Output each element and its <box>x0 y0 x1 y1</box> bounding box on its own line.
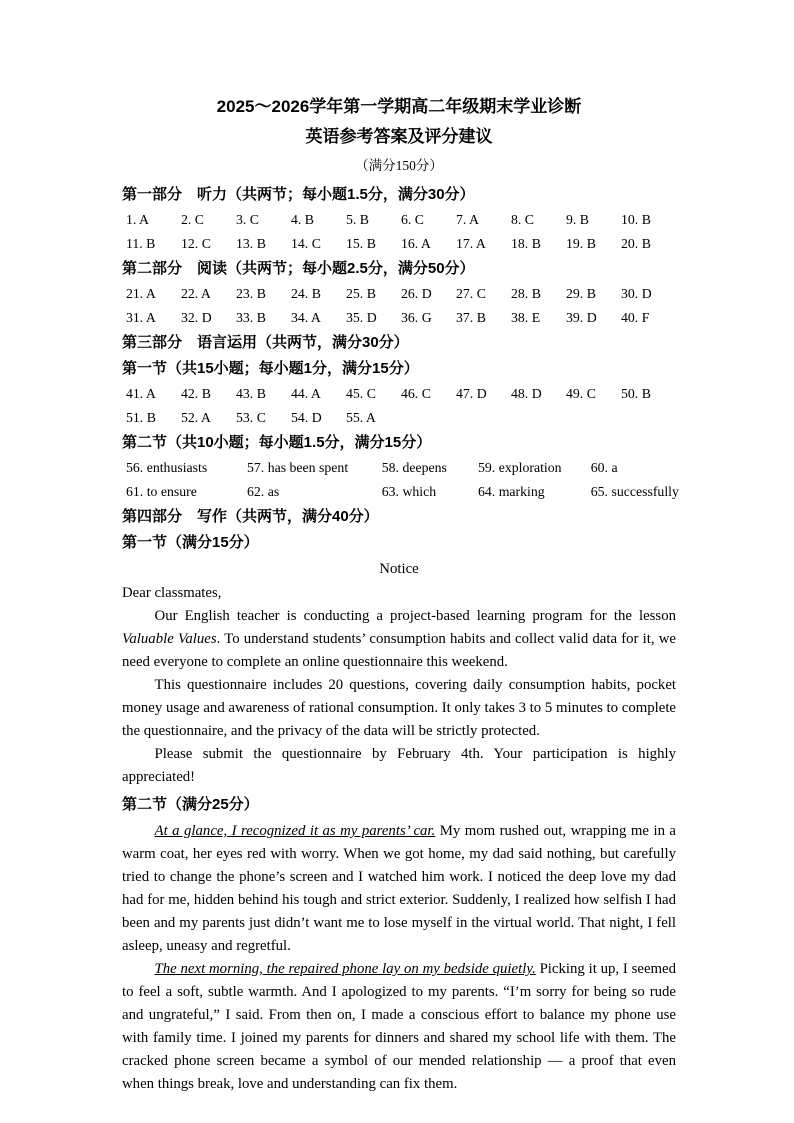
answer-item: 24. B <box>291 286 321 301</box>
part4-section1-heading: 第一节（满分15分） <box>122 534 259 551</box>
notice-paragraph-1-text-post: . To understand students’ consumption habits and collect valid data for it, we need everyone to complete an online questionnaire this weekend. <box>122 631 676 670</box>
essay-paragraph-1 <box>122 820 676 958</box>
answer-item: 2. C <box>181 212 204 227</box>
answer-item: 8. C <box>511 212 534 227</box>
essay-lead-sentence-1: At a glance, I recognized it as my parents’ car. <box>154 823 436 839</box>
document-title-line1: 2025～2026学年第一学期高二年级期末学业诊断 <box>216 97 582 116</box>
answer-item: 39. D <box>566 310 597 325</box>
answer-item: 14. C <box>291 236 321 251</box>
answer-item: 16. A <box>401 236 431 251</box>
answer-item: 22. A <box>181 286 211 301</box>
part4-section2-heading: 第二节（满分25分） <box>122 796 259 813</box>
answer-item: 53. C <box>236 410 266 425</box>
answer-item: 20. B <box>621 236 651 251</box>
answer-item: 40. F <box>621 310 650 325</box>
answer-item: 13. B <box>236 236 266 251</box>
answer-item: 15. B <box>346 236 376 251</box>
answer-item: 47. D <box>456 386 487 401</box>
answer-item: 35. D <box>346 310 377 325</box>
grammar-fill-answer-grid <box>122 456 679 504</box>
part2-heading: 第二部分 阅读（共两节；每小题2.5分，满分50分） <box>122 260 475 277</box>
answer-item: 32. D <box>181 310 212 325</box>
essay-paragraph-2 <box>122 958 676 1096</box>
answer-item: 36. G <box>401 310 432 325</box>
answer-item: 27. C <box>456 286 486 301</box>
part4-heading: 第四部分 写作（共两节，满分40分） <box>122 508 379 525</box>
answer-item: 6. C <box>401 212 424 227</box>
notice-paragraph-3: Please submit the questionnaire by February 4th. Your participation is highly appreciated! <box>122 746 676 785</box>
listening-answer-grid <box>122 208 676 256</box>
notice-paragraph-2: This questionnaire includes 20 questions, covering daily consumption habits, pocket money usage and awareness of rational consumption. It only takes 3 to 5 minutes to complete the questionnaire, and the privacy of the data will be strictly protected. <box>122 677 676 739</box>
answer-item: 59. exploration <box>478 460 562 475</box>
answer-item: 21. A <box>126 286 156 301</box>
essay-paragraph-1-text: My mom rushed out, wrapping me in a warm coat, her eyes red with worry. When we got home, my dad said nothing, but carefully tried to change the phone’s screen and I watched him work. I noticed the deep love my dad had for me, hidden behind his tough and strict exterior. Suddenly, I realized how selfish I had been and my parents just didn’t want me to lose myself in the virtual world. That night, I fell asleep, uneasy and regretful. <box>122 823 676 954</box>
answer-item: 57. has been spent <box>247 460 349 475</box>
answer-item: 49. C <box>566 386 596 401</box>
answer-item: 42. B <box>181 386 211 401</box>
answer-item: 9. B <box>566 212 589 227</box>
reading-answer-grid <box>122 282 676 330</box>
answer-item: 62. as <box>247 484 280 499</box>
answer-item: 1. A <box>126 212 149 227</box>
answer-item: 51. B <box>126 410 156 425</box>
notice-title: Notice <box>379 561 419 577</box>
answer-item: 55. A <box>346 410 376 425</box>
essay-paragraph-2-text: Picking it up, I seemed to feel a soft, subtle warmth. And I apologized to my parents. “I’m sorry for being so rude and ungrateful,” I said. From then on, I made a conscious effort to balance my phone use with family time. I joined my parents for dinners and shared my school life with them. The cracked phone screen became a symbol of our mended relationship — a proof that even when things break, love and understanding can fix them. <box>122 961 676 1092</box>
answer-item: 5. B <box>346 212 369 227</box>
answer-item: 33. B <box>236 310 266 325</box>
answer-item: 38. E <box>511 310 541 325</box>
part3-section2-heading: 第二节（共10小题；每小题1.5分，满分15分） <box>122 434 432 451</box>
answer-item: 44. A <box>291 386 321 401</box>
answer-item: 29. B <box>566 286 596 301</box>
answer-item: 34. A <box>291 310 321 325</box>
answer-item: 37. B <box>456 310 486 325</box>
cloze-answer-grid <box>122 382 676 430</box>
answer-item: 64. marking <box>478 484 545 499</box>
part1-heading: 第一部分 听力（共两节；每小题1.5分，满分30分） <box>122 186 475 203</box>
answer-item: 46. C <box>401 386 431 401</box>
part3-section1-heading: 第一节（共15小题；每小题1分，满分15分） <box>122 360 419 377</box>
answer-item: 26. D <box>401 286 432 301</box>
answer-item: 28. B <box>511 286 541 301</box>
answer-item: 17. A <box>456 236 486 251</box>
answer-item: 23. B <box>236 286 266 301</box>
answer-item: 3. C <box>236 212 259 227</box>
answer-item: 19. B <box>566 236 596 251</box>
answer-item: 52. A <box>181 410 211 425</box>
answer-item: 41. A <box>126 386 156 401</box>
answer-item: 18. B <box>511 236 541 251</box>
answer-item: 25. B <box>346 286 376 301</box>
answer-item: 31. A <box>126 310 156 325</box>
answer-item: 45. C <box>346 386 376 401</box>
answer-item: 63. which <box>381 484 437 499</box>
answer-item: 58. deepens <box>381 460 447 475</box>
answer-item: 56. enthusiasts <box>126 460 208 475</box>
document-title-line2: 英语参考答案及评分建议 <box>305 127 493 146</box>
answer-item: 65. successfully <box>590 484 679 499</box>
answer-item: 54. D <box>291 410 322 425</box>
full-score-note: （满分150分） <box>355 158 443 173</box>
part3-heading: 第三部分 语言运用（共两节，满分30分） <box>122 334 409 351</box>
notice-salutation: Dear classmates, <box>122 585 222 601</box>
answer-item: 4. B <box>291 212 314 227</box>
answer-item: 43. B <box>236 386 266 401</box>
answer-item: 11. B <box>126 236 156 251</box>
answer-item: 48. D <box>511 386 542 401</box>
lesson-title-italic: Valuable Values <box>122 631 217 647</box>
essay-lead-sentence-2: The next morning, the repaired phone lay on my bedside quietly. <box>154 961 536 977</box>
answer-item: 10. B <box>621 212 651 227</box>
notice-paragraph-1 <box>122 605 676 674</box>
answer-item: 50. B <box>621 386 651 401</box>
answer-item: 7. A <box>456 212 479 227</box>
answer-item: 12. C <box>181 236 211 251</box>
answer-item: 30. D <box>621 286 652 301</box>
notice-paragraph-1-text-pre: Our English teacher is conducting a project-based learning program for the lesson <box>154 608 676 624</box>
answer-item: 60. a <box>590 460 618 475</box>
answer-item: 61. to ensure <box>126 484 197 499</box>
